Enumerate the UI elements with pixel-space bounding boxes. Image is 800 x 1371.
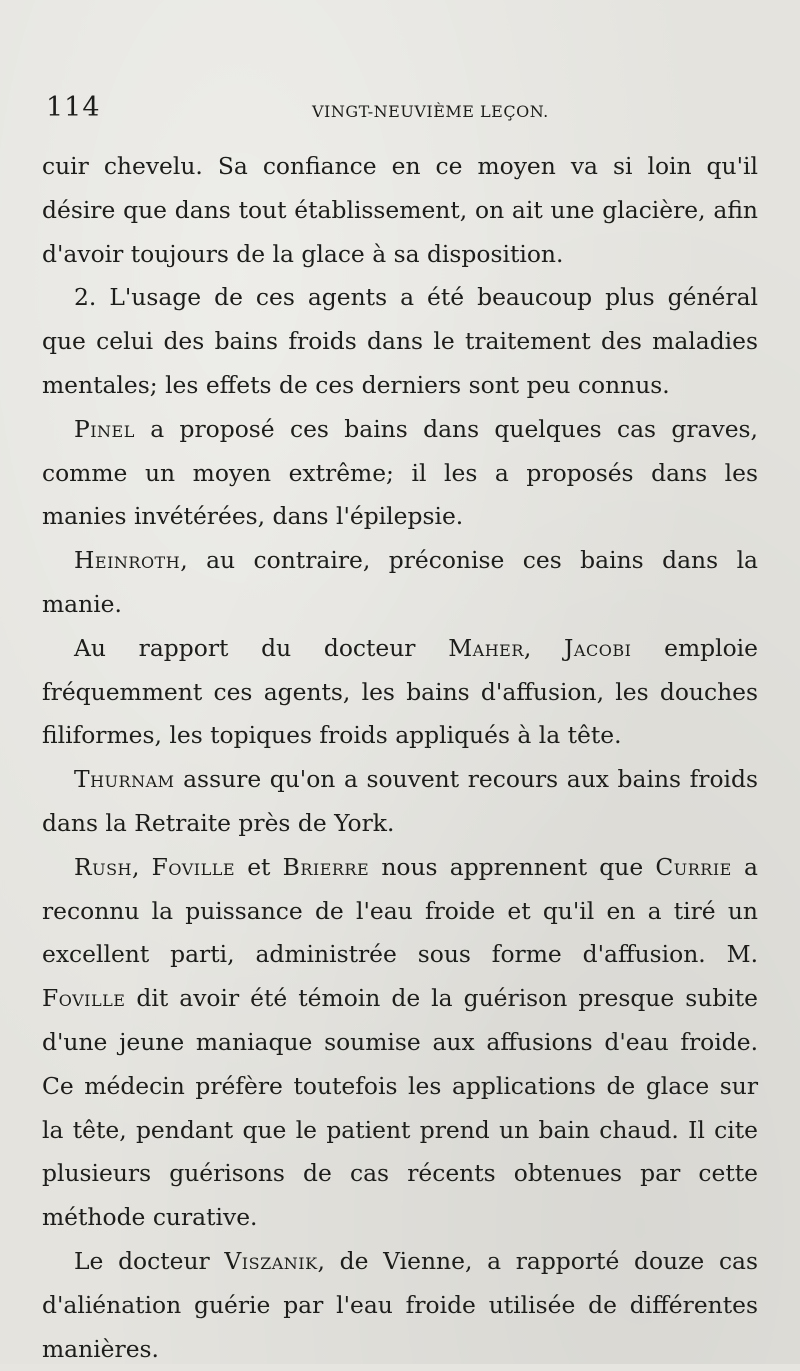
- author-name: Maher: [448, 633, 524, 662]
- paragraph: [42, 758, 758, 846]
- running-title: VINGT-NEUVIÈME LEÇON.: [312, 102, 549, 121]
- text-run: a proposé ces bains dans quelques cas graves, comme un moyen extrême; il les a proposés dans les manies invétérées, dans l'épilepsie.: [42, 414, 758, 531]
- author-name: Pinel: [74, 414, 135, 443]
- text-run: cuir chevelu. Sa confiance en ce moyen va si loin qu'il désire que dans tout établissement, on ait une glacière, afin d'avoir toujours de la glace à sa disposition.: [42, 152, 758, 268]
- body-text: [42, 145, 758, 1371]
- author-name: Thurnam: [74, 765, 175, 794]
- paragraph: [42, 145, 758, 276]
- text-run: ,: [523, 633, 565, 662]
- text-run: , de Vienne, a rapporté douze cas d'aliénation guérie par l'eau froide utilisée de différentes manières.: [42, 1246, 758, 1363]
- author-name: Currie: [655, 852, 732, 881]
- text-run: a reconnu la puissance de l'eau froide et qu'il en a tiré un excellent parti, administrée sous forme d'affusion. M.: [42, 852, 758, 969]
- author-name: Foville: [151, 852, 236, 881]
- author-name: Brierre: [282, 852, 370, 881]
- paragraph: [42, 1240, 758, 1371]
- text-run: ,: [132, 852, 152, 881]
- author-name: Rush: [74, 852, 133, 881]
- text-run: assure qu'on a souvent recours aux bains froids dans la Retraite près de York.: [42, 765, 758, 837]
- text-run: nous apprennent que: [369, 852, 656, 881]
- author-name: Viszanik: [224, 1246, 318, 1275]
- text-run: , au contraire, préconise ces bains dans la manie.: [42, 546, 758, 618]
- paragraph: [42, 539, 758, 627]
- author-name: Jacobi: [564, 633, 632, 662]
- paragraph: [42, 846, 758, 1240]
- author-name: Heinroth: [74, 546, 181, 575]
- text-run: et: [235, 852, 283, 881]
- text-run: Au rapport du docteur: [74, 633, 449, 662]
- paragraph: [42, 627, 758, 758]
- paragraph: [42, 276, 758, 407]
- author-name: Foville: [42, 984, 126, 1013]
- text-run: emploie fréquemment ces agents, les bains d'affusion, les douches filiformes, les topiques froids appliqués à la tête.: [42, 633, 758, 750]
- text-run: dit avoir été témoin de la guérison presque subite d'une jeune maniaque soumise aux affusions d'eau froide. Ce médecin préfère toutefois les applications de glace sur la tête, pendant que le patient prend un bain chaud. Il cite plusieurs guérisons de cas récents obtenues par cette méthode curative.: [42, 984, 758, 1232]
- text-run: 2. L'usage de ces agents a été beaucoup plus général que celui des bains froids dans le traitement des maladies mentales; les effets de ces derniers sont peu connus.: [42, 283, 758, 399]
- page-header: [42, 92, 758, 128]
- paragraph: [42, 408, 758, 539]
- page-number: 114: [46, 92, 101, 123]
- text-run: Le docteur: [74, 1246, 225, 1275]
